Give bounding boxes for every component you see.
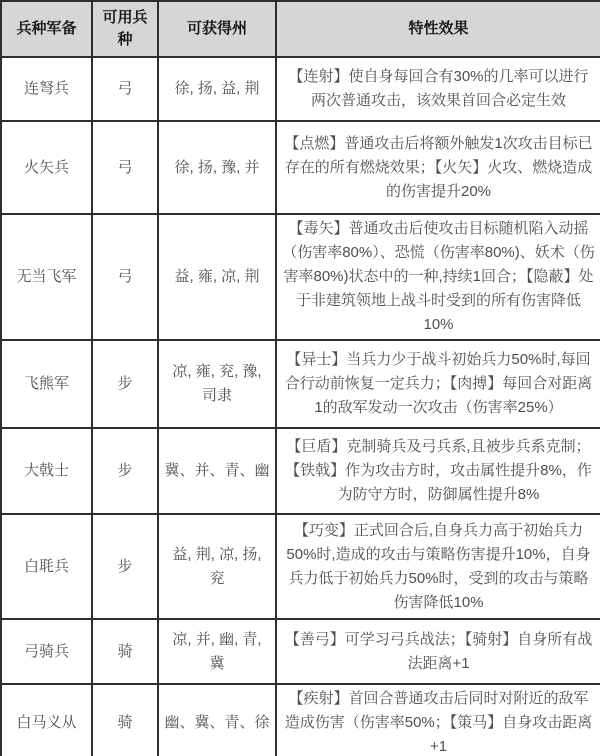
table-row xyxy=(1,514,600,619)
unit-name-cell: 连弩兵 xyxy=(1,57,92,121)
effect-cell: 【异士】当兵力少于战斗初始兵力50%时,每回合行动前恢复一定兵力；【肉搏】每回合对距离1的敌军发动一次攻击（伤害率25%） xyxy=(276,340,600,428)
header-states: 可获得州 xyxy=(158,1,276,57)
effect-cell: 【连射】使自身每回合有30%的几率可以进行两次普通攻击，该效果首回合必定生效 xyxy=(276,57,600,121)
effect-cell: 【疾射】首回合普通攻击后同时对附近的敌军造成伤害（伤害率50%；【策马】自身攻击距离+1 xyxy=(276,684,600,756)
header-effects: 特性效果 xyxy=(276,1,600,57)
troop-type-cell: 骑 xyxy=(92,619,158,684)
effect-cell: 【巧变】正式回合后,自身兵力高于初始兵力50%时,造成的攻击与策略伤害提升10%，自身兵力低于初始兵力50%时，受到的攻击与策略伤害降低10% xyxy=(276,514,600,619)
table-row xyxy=(1,684,600,756)
states-cell: 冀、并、青、幽 xyxy=(158,428,276,514)
unit-name-cell: 飞熊军 xyxy=(1,340,92,428)
table-row xyxy=(1,340,600,428)
states-cell: 益, 荆, 凉, 扬, 兖 xyxy=(158,514,276,619)
table-body xyxy=(1,57,600,756)
unit-name-cell: 弓骑兵 xyxy=(1,619,92,684)
states-cell: 益, 雍, 凉, 荆 xyxy=(158,214,276,340)
troop-type-cell: 步 xyxy=(92,340,158,428)
effect-cell: 【点燃】普通攻击后将额外触发1次攻击目标已存在的所有燃烧效果；【火矢】火攻、燃烧造成的伤害提升20% xyxy=(276,121,600,214)
troop-type-cell: 步 xyxy=(92,428,158,514)
unit-name-cell: 火矢兵 xyxy=(1,121,92,214)
unit-name-cell: 无当飞军 xyxy=(1,214,92,340)
table-row xyxy=(1,121,600,214)
header-troop-type: 可用兵种 xyxy=(92,1,158,57)
header-unit-name: 兵种军备 xyxy=(1,1,92,57)
states-cell: 徐, 扬, 益, 荆 xyxy=(158,57,276,121)
troop-type-cell: 骑 xyxy=(92,684,158,756)
header-row xyxy=(1,1,600,57)
states-cell: 幽、冀、青、徐 xyxy=(158,684,276,756)
effect-cell: 【毒矢】普通攻击后使攻击目标随机陷入动摇（伤害率80%）、恐慌（伤害率80%)、妖术（伤害率80%)状态中的一种,持续1回合；【隐蔽】处于非建筑领地上战斗时受到的所有伤害降低10% xyxy=(276,214,600,340)
unit-name-cell: 白毦兵 xyxy=(1,514,92,619)
table-row xyxy=(1,619,600,684)
table-row xyxy=(1,214,600,340)
effect-cell: 【巨盾】克制骑兵及弓兵系,且被步兵系克制；【铁戟】作为攻击方时，攻击属性提升8%，作为防守方时，防御属性提升8% xyxy=(276,428,600,514)
states-cell: 徐, 扬, 豫, 并 xyxy=(158,121,276,214)
troop-type-cell: 弓 xyxy=(92,121,158,214)
troop-type-cell: 弓 xyxy=(92,214,158,340)
troop-type-cell: 步 xyxy=(92,514,158,619)
effect-cell: 【善弓】可学习弓兵战法；【骑射】自身所有战法距离+1 xyxy=(276,619,600,684)
states-cell: 凉, 并, 幽, 青, 冀 xyxy=(158,619,276,684)
unit-name-cell: 大戟士 xyxy=(1,428,92,514)
table-row xyxy=(1,428,600,514)
troop-type-cell: 弓 xyxy=(92,57,158,121)
states-cell: 凉, 雍, 兖, 豫, 司隶 xyxy=(158,340,276,428)
unit-name-cell: 白马义从 xyxy=(1,684,92,756)
table-row xyxy=(1,57,600,121)
